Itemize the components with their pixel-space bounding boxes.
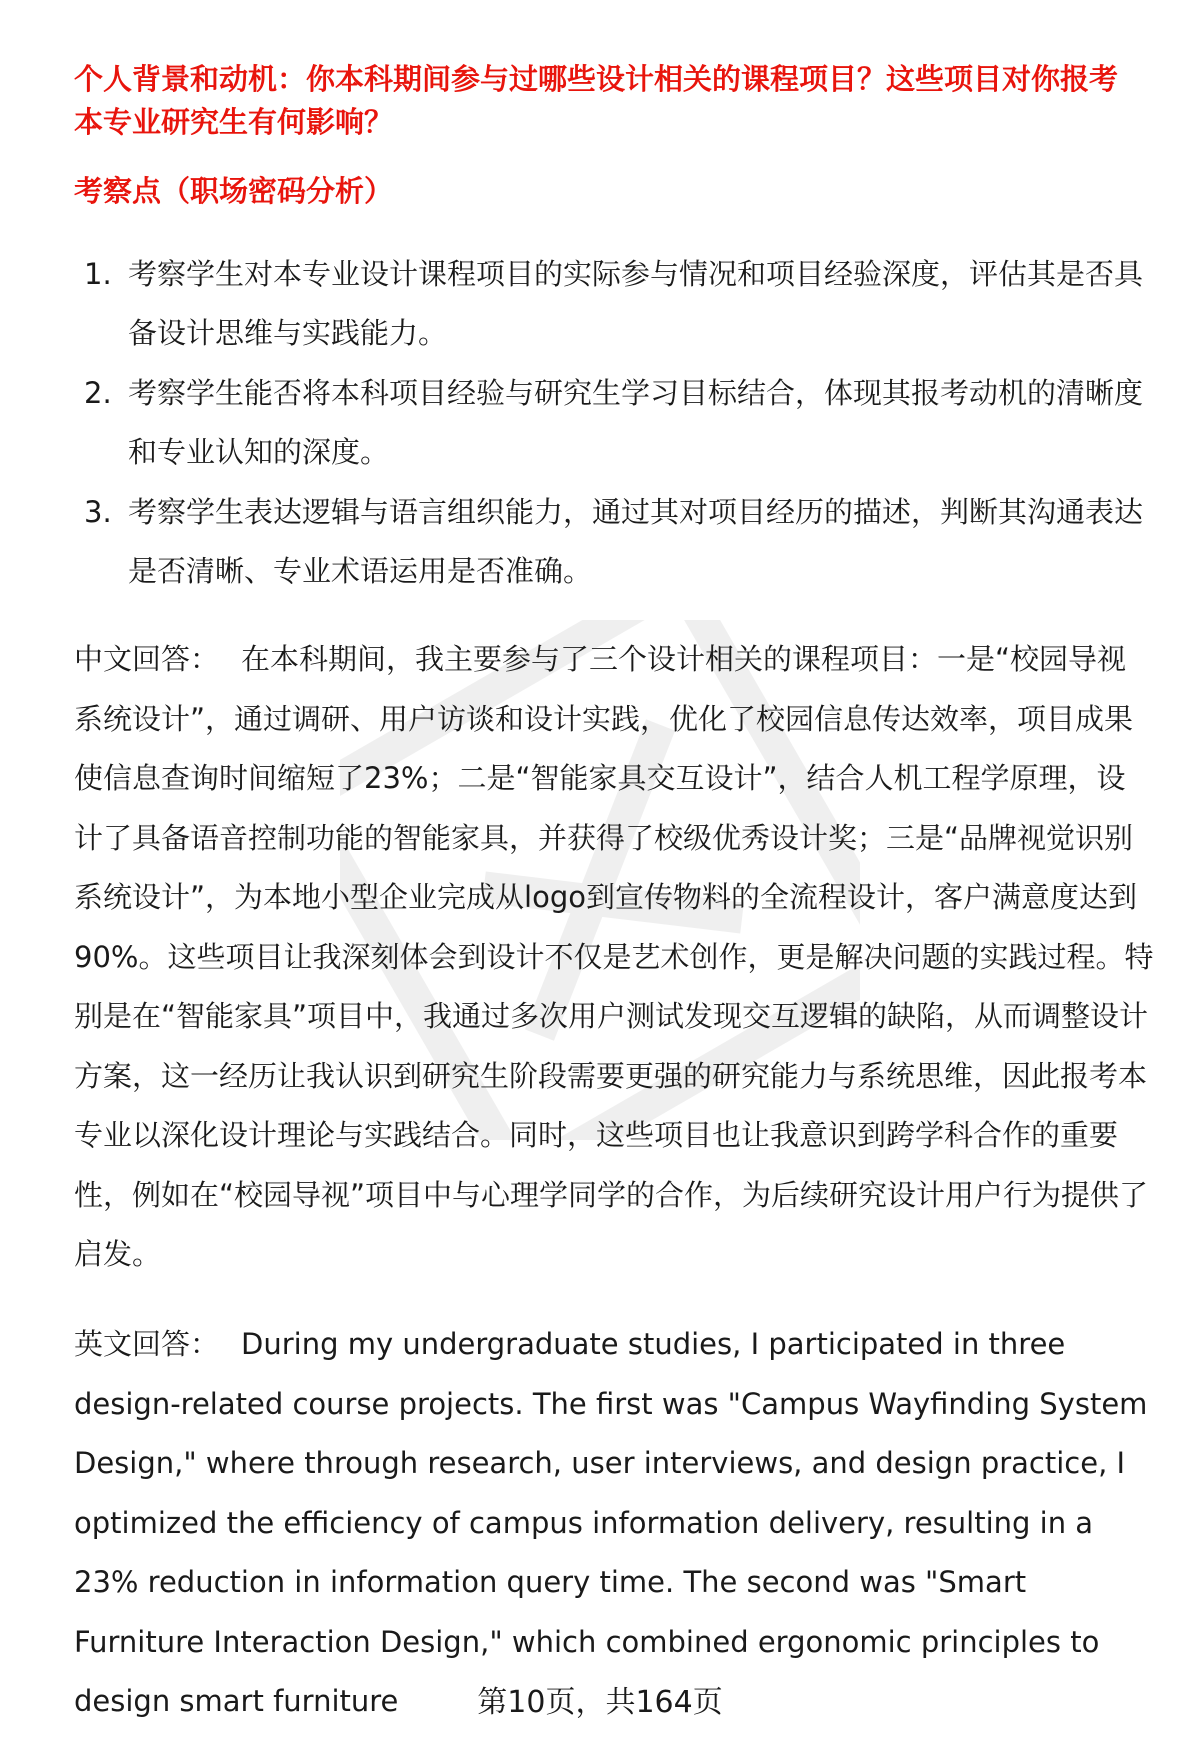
point-text: 考察学生表达逻辑与语言组织能力，通过其对项目经历的描述，判断其沟通表达是否清晰、专业术语运用是否准确。	[128, 495, 1144, 588]
english-answer	[74, 1315, 1154, 1732]
point-text: 考察学生能否将本科项目经验与研究生学习目标结合，体现其报考动机的清晰度和专业认知的深度。	[128, 376, 1144, 469]
chinese-answer-label: 中文回答：	[74, 642, 220, 676]
page-number-footer: 第10页，共164页	[477, 1685, 723, 1720]
chinese-answer-text: 在本科期间，我主要参与了三个设计相关的课程项目：一是“校园导视系统设计”，通过调研、用户访谈和设计实践，优化了校园信息传达效率，项目成果使信息查询时间缩短了23%；二是“智能家具交互设计”，结合人机工程学原理，设计了具备语音控制功能的智能家具，并获得了校级优秀设计奖；三是“品牌视觉识别系统设计”，为本地小型企业完成从logo到宣传物料的全流程设计，客户满意度达到90%。这些项目让我深刻体会到设计不仅是艺术创作，更是解决问题的实践过程。特别是在“智能家具”项目中，我通过多次用户测试发现交互逻辑的缺陷，从而调整设计方案，这一经历让我认识到研究生阶段需要更强的研究能力与系统思维，因此报考本专业以深化设计理论与实践结合。同时，这些项目也让我意识到跨学科合作的重要性，例如在“校园导视”项目中与心理学同学的合作，为后续研究设计用户行为提供了启发。	[74, 642, 1154, 1271]
assessment-point	[74, 483, 1144, 601]
assessment-title: 考察点（职场密码分析）	[74, 174, 394, 208]
assessment-point	[74, 245, 1144, 363]
point-number: 2.	[84, 376, 112, 410]
english-answer-label: 英文回答：	[74, 1327, 220, 1361]
english-answer-text: During my undergraduate studies, I participated in three design-related course projects. The first was "Campus Wayfinding System Design," where through research, user interviews, and design practice, I optimized the efficiency of campus information delivery, resulting in a 23% reduction in information query time. The second was "Smart Furniture Interaction Design," which combined ergonomic principles to design smart furniture	[74, 1327, 1148, 1718]
question-heading: 个人背景和动机：你本科期间参与过哪些设计相关的课程项目？这些项目对你报考本专业研究生有何影响？	[74, 62, 1119, 139]
assessment-list	[74, 245, 1144, 602]
point-number: 3.	[84, 495, 112, 529]
point-number: 1.	[84, 257, 112, 291]
point-text: 考察学生对本专业设计课程项目的实际参与情况和项目经验深度，评估其是否具备设计思维与实践能力。	[128, 257, 1144, 350]
assessment-point	[74, 364, 1144, 482]
chinese-answer	[74, 630, 1154, 1285]
